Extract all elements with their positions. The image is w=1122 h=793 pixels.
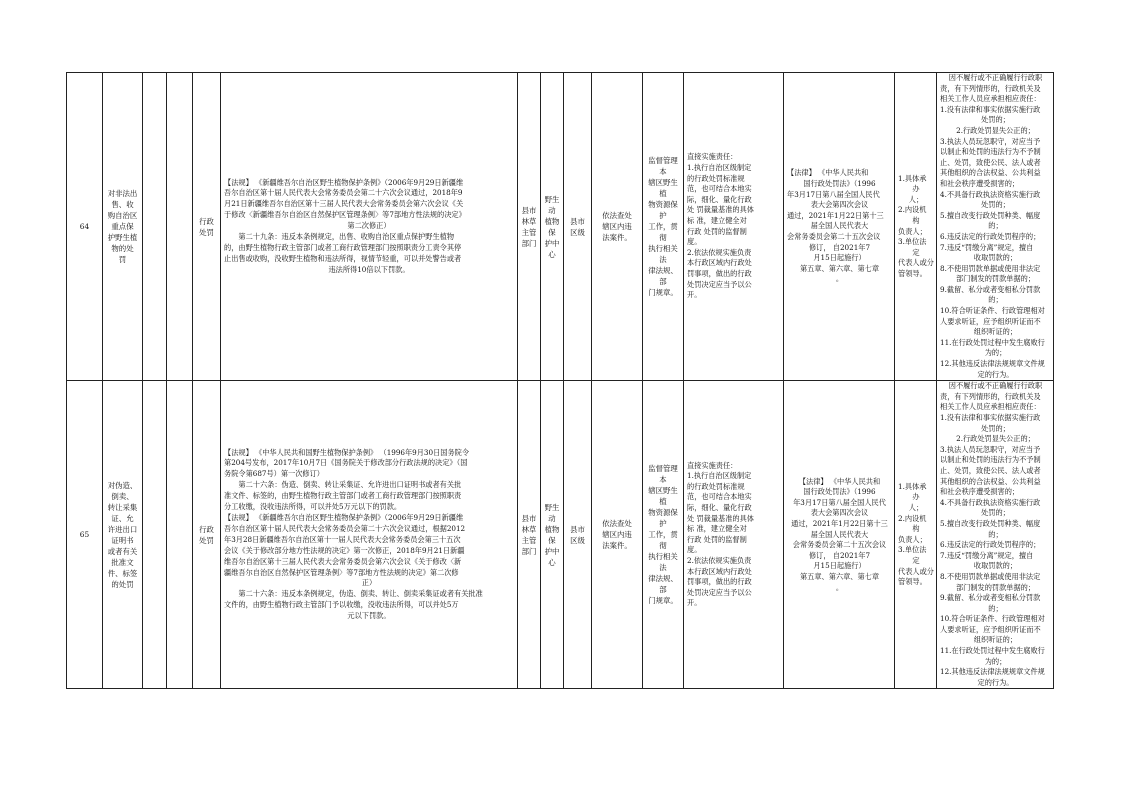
fault-circumstances-line: 4.不具备行政执法资格实施行政 bbox=[940, 189, 1041, 199]
accountability-law-line: 会常务委员会第二十五次会议 bbox=[787, 231, 881, 241]
fault-circumstances bbox=[937, 381, 1054, 689]
item-name-line: 件、标签 bbox=[107, 568, 138, 578]
table-row bbox=[67, 381, 1054, 689]
fault-circumstances-line: 9.截留、私分或者变相私分罚款 bbox=[940, 593, 1041, 603]
competent-department-line: 县市 bbox=[521, 513, 537, 523]
competent-department-line: 林草 bbox=[521, 216, 537, 226]
direct-duty-line: 范，也可结合本地实 bbox=[687, 184, 752, 194]
responsible-persons-line: 构 bbox=[912, 216, 920, 226]
implementation-subject-line: 辖区内违 bbox=[602, 222, 632, 232]
implementation-level-line: 区级 bbox=[570, 227, 585, 237]
responsible-persons bbox=[895, 73, 937, 381]
regional-duty-line: 物资源保 bbox=[648, 200, 678, 210]
accountability-law-line: 表大会第四次会议 bbox=[810, 200, 869, 210]
fault-circumstances-line: 相关工作人员应承担相应责任： bbox=[940, 402, 1041, 412]
fault-circumstances-line: 的； bbox=[988, 603, 1003, 613]
fault-circumstances-line: 责，有下列情形的，行政机关及 bbox=[940, 83, 1041, 93]
implementing-unit-line: 野生 bbox=[544, 194, 560, 204]
legal-basis bbox=[221, 73, 518, 381]
regional-duty-line: 门规章。 bbox=[648, 288, 678, 298]
regional-duty-line: 门规章。 bbox=[648, 596, 678, 606]
fault-circumstances-line: 11.在行政处罚过程中发生腐败行 bbox=[940, 646, 1045, 656]
regional-duty-line: 工作，贯 bbox=[648, 222, 678, 232]
accountability-law-line: 。 bbox=[835, 582, 844, 592]
fault-circumstances-line: 以制止和处罚的违法行为不予制 bbox=[940, 147, 1041, 157]
regional-duty-line: 护 bbox=[659, 519, 667, 529]
empty-cell bbox=[167, 381, 193, 689]
responsible-persons-line: 代表人或分 bbox=[898, 566, 934, 576]
fault-circumstances-line: 9.截留、私分或者变相私分罚款 bbox=[940, 284, 1041, 294]
fault-circumstances-line: 收取罚款的； bbox=[973, 561, 1018, 571]
item-name-line: 的处罚 bbox=[111, 579, 134, 589]
legal-basis-line: 第204号发布，2017年10月7日《国务院关于修改部分行政法规的决定》（国 bbox=[224, 458, 468, 468]
item-name-line: 转让采集 bbox=[107, 502, 138, 512]
accountability-law-line: 年3月17日第八届全国人民代 bbox=[793, 497, 886, 507]
direct-duty-line: 处 罚裁量基准的具体 bbox=[687, 513, 754, 523]
legal-basis-line: 第二十九条：违反本条例规定，出售、收购自治区重点保护野生植物 bbox=[238, 232, 455, 242]
implementation-level-line: 县市 bbox=[570, 524, 585, 534]
accountability-law-line: 国行政处罚法》（1996 bbox=[803, 178, 876, 188]
regional-duty bbox=[643, 73, 684, 381]
responsible-persons-line: 3.单位法 bbox=[898, 237, 927, 247]
fault-circumstances-line: 7.违反“罚缴分离”规定，擅自 bbox=[940, 550, 1034, 560]
implementing-unit bbox=[541, 73, 564, 381]
legal-basis-line: 吾尔自治区第十届人民代表大会常务委员会第二十六次会议通过，2018年9 bbox=[224, 188, 463, 198]
direct-duty-line: 行政 处罚的监督制 bbox=[687, 226, 747, 236]
direct-duty-line: 1.执行自治区级制定 bbox=[687, 163, 752, 173]
regional-duty-line: 执行相关 bbox=[648, 244, 678, 254]
fault-circumstances-line: 2.行政处罚显失公正的； bbox=[956, 434, 1035, 444]
legal-basis-line: 吾尔自治区第十届人民代表大会常务委员会第二十六次会议通过，根据2012 bbox=[224, 523, 466, 533]
direct-duty-line: 开。 bbox=[687, 290, 702, 300]
fault-circumstances-line: 的； bbox=[988, 295, 1003, 305]
empty-cell bbox=[143, 73, 167, 381]
item-name-line: 对伪造、 bbox=[107, 480, 138, 490]
legal-basis-line: 第二十六条：违反本条例规定，伪造、倒卖、转让、倒卖采集证或者有关批准 bbox=[238, 589, 483, 599]
fault-circumstances-line: 处罚的； bbox=[981, 115, 1010, 125]
empty-cell bbox=[143, 381, 167, 689]
regional-duty-line: 执行相关 bbox=[648, 552, 678, 562]
responsible-persons-line: 3.单位法 bbox=[898, 545, 927, 555]
accountability-law-line: 国行政处罚法》（1996 bbox=[803, 487, 876, 497]
fault-circumstances-line: 4.不具备行政执法资格实施行政 bbox=[940, 497, 1041, 507]
fault-circumstances-line: 3.执法人员玩忽职守，对应当予 bbox=[940, 136, 1041, 146]
direct-duty-line: 标 准，建立健全对 bbox=[687, 524, 747, 534]
implementation-level-line: 县市 bbox=[570, 216, 585, 226]
regional-duty-line: 部 bbox=[659, 277, 667, 287]
fault-circumstances-line: 5.擅自改变行政处罚种类、幅度 bbox=[940, 210, 1041, 220]
fault-circumstances-line: 处罚的； bbox=[981, 200, 1010, 210]
accountability-law bbox=[784, 73, 895, 381]
accountability-law-line: 年3月17日第八届全国人民代 bbox=[787, 189, 880, 199]
responsible-persons-line: 构 bbox=[912, 524, 920, 534]
direct-duty-line: 范，也可结合本地实 bbox=[687, 492, 752, 502]
legal-basis bbox=[221, 381, 518, 689]
legal-basis-line: 疆维吾尔自治区自然保护区管理条例〉等7部地方性法规的决定》第二次修 bbox=[224, 567, 459, 577]
item-name-line: 罚 bbox=[118, 255, 127, 265]
accountability-law-line: 第五章、第六章、第七章 bbox=[799, 571, 880, 581]
responsible-persons-line: 定 bbox=[912, 556, 920, 566]
item-name-line: 证、允 bbox=[111, 513, 134, 523]
fault-circumstances-line: 其他组织的合法权益、公共利益 bbox=[940, 168, 1041, 178]
fault-circumstances-line: 1.没有法律和事实依据实施行政 bbox=[940, 104, 1041, 114]
direct-duty-line: 直接实施责任： bbox=[687, 152, 738, 162]
competent-department-line: 县市 bbox=[521, 205, 537, 215]
regional-duty-line: 植 bbox=[659, 497, 667, 507]
direct-duty-line: 开。 bbox=[687, 598, 702, 608]
implementation-subject-line: 依法查处 bbox=[602, 519, 632, 529]
direct-duty-line: 2.依法依规实施负责 bbox=[687, 556, 752, 566]
accountability-law-line: 届全国人民代表大 bbox=[810, 221, 869, 231]
fault-circumstances-line: 以制止和处罚的违法行为不予制 bbox=[940, 455, 1041, 465]
responsible-persons-line: 2.内设机 bbox=[898, 205, 927, 215]
fault-circumstances-line: 组织听证的； bbox=[973, 327, 1018, 337]
regional-duty-line: 监督管理 bbox=[648, 156, 678, 166]
item-name-line: 对非法出 bbox=[107, 189, 138, 199]
legal-basis-line: 文件的，由野生植物行政主管部门予以收缴，没收违法所得，可以并处5万 bbox=[224, 600, 459, 610]
fault-circumstances-line: 止、处罚，致使公民、法人或者 bbox=[940, 157, 1041, 167]
accountability-law-line: 月15日起施行） bbox=[813, 253, 866, 263]
regional-duty-line: 监督管理 bbox=[648, 464, 678, 474]
item-name-line: 购自治区 bbox=[107, 211, 138, 221]
accountability-law-line: 会常务委员会第二十五次会议 bbox=[792, 540, 887, 550]
accountability-law bbox=[784, 381, 895, 689]
power-type-line: 处罚 bbox=[199, 227, 214, 237]
row-number: 65 bbox=[67, 381, 103, 689]
legal-basis-line: 会议《关于修改部分地方性法规的决定》第一次修正，2018年9月21日新疆 bbox=[224, 545, 465, 555]
item-name-line: 重点保 bbox=[111, 222, 134, 232]
direct-duty-line: 处 罚裁量基准的具体 bbox=[687, 205, 754, 215]
competent-department-line: 主管 bbox=[521, 227, 537, 237]
fault-circumstances-line: 收取罚款的； bbox=[973, 253, 1018, 263]
accountability-law-line: 月15日起施行） bbox=[813, 561, 866, 571]
implementing-unit-line: 心 bbox=[548, 557, 556, 567]
regional-duty-line: 植 bbox=[659, 189, 667, 199]
fault-circumstances-line: 人要求听证，应予组织听证而不 bbox=[940, 624, 1041, 634]
direct-duty-line: 处罚决定应当予以公 bbox=[687, 587, 752, 597]
responsible-persons-line: 办 bbox=[912, 492, 920, 502]
responsibility-table bbox=[66, 72, 1054, 689]
row-number: 64 bbox=[67, 73, 103, 381]
direct-duty-line: 处罚决定应当予以公 bbox=[687, 279, 752, 289]
direct-duty bbox=[684, 381, 784, 689]
accountability-law-line: 【法律】 《中华人民共和 bbox=[798, 476, 881, 486]
regional-duty-line: 律法规、 bbox=[648, 574, 678, 584]
responsible-persons-line: 定 bbox=[912, 247, 920, 257]
fault-circumstances-line: 部门制发的罚款单据的； bbox=[955, 582, 1036, 592]
direct-duty-line: 度。 bbox=[687, 545, 702, 555]
regional-duty-line: 部 bbox=[659, 585, 667, 595]
regional-duty-line: 彻 bbox=[659, 541, 667, 551]
legal-basis-line: 的，由野生植物行政主管部门或者工商行政管理部门按照职责分工责令其停 bbox=[224, 242, 462, 252]
fault-circumstances-line: 2.行政处罚显失公正的； bbox=[956, 125, 1035, 135]
legal-basis-line: 月21日新疆维吾尔自治区第十三届人民代表大会常务委员会第六次会议《关 bbox=[224, 199, 464, 209]
fault-circumstances-line: 其他组织的合法权益、公共利益 bbox=[940, 476, 1041, 486]
fault-circumstances-line: 责，有下列情形的，行政机关及 bbox=[940, 391, 1041, 401]
regional-duty-line: 护 bbox=[659, 211, 667, 221]
item-name-line: 售、收 bbox=[111, 200, 134, 210]
implementation-subject-line: 依法查处 bbox=[602, 211, 632, 221]
implementing-unit-line: 护中 bbox=[544, 238, 560, 248]
implementing-unit-line: 护中 bbox=[544, 546, 560, 556]
implementing-unit-line: 动 bbox=[548, 205, 556, 215]
accountability-law-line: 修订， 自2021年7 bbox=[808, 550, 871, 560]
legal-basis-line: 维吾尔自治区第十三届人民代表大会常务委员会第六次会议《关于修改〈新 bbox=[224, 556, 462, 566]
implementing-unit-line: 保 bbox=[548, 227, 556, 237]
implementing-unit-line: 植物 bbox=[544, 216, 560, 226]
fault-circumstances-line: 因不履行或不正确履行行政职 bbox=[948, 381, 1043, 391]
fault-circumstances-line: 处罚的； bbox=[981, 423, 1010, 433]
responsible-persons-line: 人； bbox=[908, 194, 924, 204]
responsible-persons bbox=[895, 381, 937, 689]
fault-circumstances-line: 12.其他违反法律法规规章文件规 bbox=[940, 359, 1045, 369]
regional-duty-line: 物资源保 bbox=[648, 508, 678, 518]
fault-circumstances-line: 相关工作人员应承担相应责任： bbox=[940, 94, 1041, 104]
regional-duty-line: 法 bbox=[659, 255, 667, 265]
direct-duty-line: 的行政处罚标准规 bbox=[687, 173, 745, 183]
responsible-persons-line: 1.具体承 bbox=[898, 173, 927, 183]
competent-department-line: 部门 bbox=[521, 238, 537, 248]
regional-duty-line: 辖区野生 bbox=[648, 178, 678, 188]
legal-basis-line: 止出售或收购，没收野生植物和违法所得，视情节轻重，可以并处警告或者 bbox=[224, 253, 462, 263]
item-name-line: 护野生植 bbox=[107, 233, 138, 243]
fault-circumstances-line: 因不履行或不正确履行行政职 bbox=[948, 73, 1043, 82]
direct-duty bbox=[684, 73, 784, 381]
responsible-persons-line: 负责人； bbox=[898, 226, 927, 236]
item-name-line: 许进出口 bbox=[107, 524, 138, 534]
competent-department-line: 主管 bbox=[521, 535, 537, 545]
accountability-law-line: 届全国人民代表大 bbox=[810, 529, 869, 539]
fault-circumstances-line: 8.不使用罚款单据或使用非法定 bbox=[940, 263, 1041, 273]
responsible-persons-line: 代表人或分 bbox=[898, 258, 934, 268]
direct-duty-line: 的行政处罚标准规 bbox=[687, 481, 745, 491]
implementing-unit-line: 植物 bbox=[544, 524, 560, 534]
legal-basis-line: 第二十六条：伪造、倒卖、转让采集证、允许进出口证明书或者有关批 bbox=[238, 480, 462, 490]
fault-circumstances-line: 3.执法人员玩忽职守，对应当予 bbox=[940, 444, 1041, 454]
fault-circumstances-line: 人要求听证，应予组织听证而不 bbox=[940, 316, 1041, 326]
fault-circumstances-line: 5.擅自改变行政处罚种类、幅度 bbox=[940, 518, 1041, 528]
accountability-law-line: 【法律】 《中华人民共和 bbox=[787, 168, 869, 178]
legal-basis-line: 分工收缴，没收违法所得，可以并处5万元以下的罚款。 bbox=[224, 502, 402, 512]
legal-basis-line: 【法规】 《中华人民共和国野生植物保护条例》 （1996年9月30日国务院令 bbox=[224, 447, 470, 457]
accountability-law-line: 第五章、第六章、第七章 bbox=[799, 263, 880, 273]
fault-circumstances-line: 为的； bbox=[984, 656, 1007, 666]
direct-duty-line: 罚事项，做出的行政 bbox=[687, 577, 752, 587]
item-name-line: 倒卖、 bbox=[111, 491, 134, 501]
direct-duty-line: 2.依法依规实施负责 bbox=[687, 247, 752, 257]
fault-circumstances-line: 7.违反“罚缴分离”规定，擅自 bbox=[940, 242, 1034, 252]
regional-duty-line: 彻 bbox=[659, 233, 667, 243]
fault-circumstances-line: 止、处罚，致使公民、法人或者 bbox=[940, 465, 1041, 475]
implementing-unit-line: 保 bbox=[548, 535, 556, 545]
legal-basis-line: 违法所得10倍以下罚款。 bbox=[328, 264, 410, 274]
direct-duty-line: 直接实施责任： bbox=[687, 460, 738, 470]
regional-duty-line: 本 bbox=[659, 475, 667, 485]
fault-circumstances-line: 6.违反法定的行政处罚程序的； bbox=[940, 540, 1041, 550]
fault-circumstances-line: 为的； bbox=[984, 348, 1007, 358]
direct-duty-line: 度。 bbox=[687, 237, 702, 247]
regional-duty-line: 律法规、 bbox=[648, 266, 678, 276]
table-row bbox=[67, 73, 1054, 381]
direct-duty-line: 本行政区域内行政处 bbox=[687, 566, 752, 576]
implementing-unit-line: 野生 bbox=[544, 502, 560, 512]
fault-circumstances-line: 定的行为。 bbox=[977, 677, 1014, 687]
direct-duty-line: 际，细化、量化行政 bbox=[687, 503, 752, 513]
legal-basis-line: 【法规】 《新疆维吾尔自治区野生植物保护条例》（2006年9月29日新疆维 bbox=[224, 513, 464, 523]
fault-circumstances-line: 和社会秩序遭受损害的； bbox=[940, 178, 1020, 188]
competent-department-line: 部门 bbox=[521, 546, 537, 556]
accountability-law-line: 修订， 自2021年7 bbox=[808, 242, 871, 252]
responsible-persons-line: 管领导。 bbox=[898, 577, 927, 587]
regional-duty-line: 法 bbox=[659, 563, 667, 573]
regional-duty bbox=[643, 381, 684, 689]
implementation-subject-line: 辖区内违 bbox=[602, 530, 632, 540]
direct-duty-line: 际，细化、量化行政 bbox=[687, 194, 752, 204]
power-type bbox=[193, 381, 221, 689]
fault-circumstances-line: 12.其他违反法律法规规章文件规 bbox=[940, 667, 1045, 677]
fault-circumstances-line: 8.不使用罚款单据或使用非法定 bbox=[940, 571, 1041, 581]
implementation-level bbox=[564, 381, 592, 689]
fault-circumstances-line: 10.符合听证条件、行政管理相对 bbox=[940, 306, 1045, 316]
accountability-law-line: 。 bbox=[835, 274, 844, 284]
item-name-line: 证明书 bbox=[111, 535, 134, 545]
power-type bbox=[193, 73, 221, 381]
item-name-line: 物的处 bbox=[111, 244, 134, 254]
accountability-law-line: 表大会第四次会议 bbox=[810, 508, 869, 518]
fault-circumstances-line: 部门制发的罚款单据的； bbox=[955, 274, 1036, 284]
fault-circumstances-line: 的； bbox=[988, 529, 1003, 539]
fault-circumstances bbox=[937, 73, 1054, 381]
direct-duty-line: 本行政区域内行政处 bbox=[687, 258, 752, 268]
legal-basis-line: 准文件、标签的，由野生植物行政主管部门或者工商行政管理部门按照职责 bbox=[224, 491, 462, 501]
implementation-subject-line: 法案件。 bbox=[602, 541, 632, 551]
legal-basis-line: 元以下罚款。 bbox=[347, 611, 391, 621]
fault-circumstances-line: 10.符合听证条件、行政管理相对 bbox=[940, 614, 1045, 624]
responsible-persons-line: 负责人； bbox=[898, 534, 927, 544]
competent-department-line: 林草 bbox=[521, 524, 537, 534]
regional-duty-line: 本 bbox=[659, 167, 667, 177]
implementation-subject-line: 法案件。 bbox=[602, 233, 632, 243]
implementing-unit bbox=[541, 381, 564, 689]
legal-basis-line: 于修改〈新疆维吾尔自治区自然保护区管理条例〉等7部地方性法规的决定》 bbox=[224, 210, 466, 220]
implementation-level-line: 区级 bbox=[570, 535, 585, 545]
fault-circumstances-line: 的； bbox=[988, 221, 1003, 231]
empty-cell bbox=[167, 73, 193, 381]
competent-department bbox=[518, 381, 541, 689]
implementation-subject bbox=[592, 381, 643, 689]
implementation-subject bbox=[592, 73, 643, 381]
accountability-law-line: 通过，2021年1月22日第十三 bbox=[787, 210, 884, 220]
regional-duty-line: 工作，贯 bbox=[648, 530, 678, 540]
legal-basis-line: 正） bbox=[361, 578, 377, 588]
direct-duty-line: 罚事项，做出的行政 bbox=[687, 268, 752, 278]
responsible-persons-line: 1.具体承 bbox=[898, 481, 927, 491]
fault-circumstances-line: 定的行为。 bbox=[977, 369, 1014, 379]
direct-duty-line: 行政 处罚的监督制 bbox=[687, 534, 747, 544]
item-name bbox=[103, 381, 143, 689]
competent-department bbox=[518, 73, 541, 381]
implementation-level bbox=[564, 73, 592, 381]
responsible-persons-line: 管领导。 bbox=[898, 268, 927, 278]
fault-circumstances-line: 1.没有法律和事实依据实施行政 bbox=[940, 413, 1041, 422]
power-type-line: 行政 bbox=[199, 216, 214, 226]
power-type-line: 处罚 bbox=[199, 535, 214, 545]
responsible-persons-line: 人； bbox=[908, 503, 924, 513]
item-name-line: 批准文 bbox=[111, 557, 134, 567]
legal-basis-line: 第二次修正） bbox=[347, 221, 391, 231]
fault-circumstances-line: 组织听证的； bbox=[973, 635, 1018, 645]
direct-duty-line: 标 准，建立健全对 bbox=[687, 216, 747, 226]
accountability-law-line: 通过，2021年1月22日第十三 bbox=[791, 518, 888, 528]
fault-circumstances-line: 11.在行政处罚过程中发生腐败行 bbox=[940, 337, 1045, 347]
implementing-unit-line: 心 bbox=[548, 249, 556, 259]
implementing-unit-line: 动 bbox=[548, 513, 556, 523]
legal-basis-line: 年3月28日新疆维吾尔自治区第十一届人民代表大会常务委员会第三十五次 bbox=[224, 534, 461, 544]
regional-duty-line: 辖区野生 bbox=[648, 486, 678, 496]
item-name-line: 或者有关 bbox=[107, 546, 138, 556]
legal-basis-line: 务院令第687号）第一次修订） bbox=[224, 469, 324, 479]
direct-duty-line: 1.执行自治区级制定 bbox=[687, 471, 752, 481]
fault-circumstances-line: 6.违反法定的行政处罚程序的； bbox=[940, 231, 1041, 241]
responsible-persons-line: 办 bbox=[912, 184, 920, 194]
responsible-persons-line: 2.内设机 bbox=[898, 513, 927, 523]
legal-basis-line: 【法规】 《新疆维吾尔自治区野生植物保护条例》（2006年9月29日新疆维 bbox=[224, 177, 464, 187]
fault-circumstances-line: 处罚的； bbox=[981, 508, 1010, 518]
item-name bbox=[103, 73, 143, 381]
power-type-line: 行政 bbox=[199, 524, 214, 534]
fault-circumstances-line: 和社会秩序遭受损害的； bbox=[940, 487, 1020, 497]
